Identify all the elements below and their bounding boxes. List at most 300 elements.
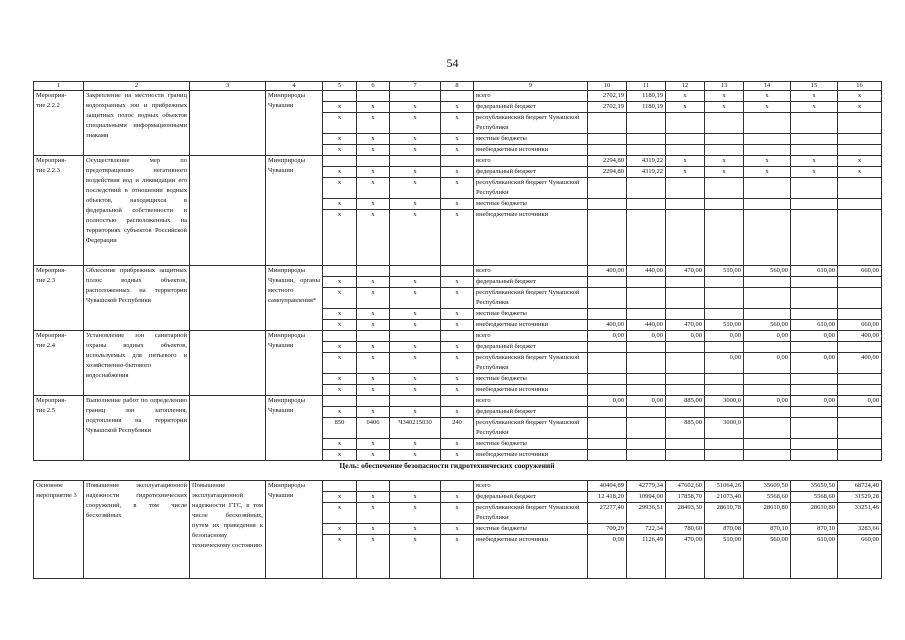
funding-value [588,385,627,396]
funding-value: x [838,167,882,178]
funding-value: x [666,102,705,113]
column-number: 10 [588,82,627,91]
funding-value: 885,00 [666,418,705,439]
budget-code-target: x [390,450,441,461]
goal-heading: Цель: обеспечение безопасности гидротехнических сооружений [339,461,555,470]
budget-code-expense: x [441,167,474,178]
budget-code-target: x [390,320,441,331]
budget-code-target: x [390,113,441,134]
budget-code-section: x [357,535,390,579]
budget-code-section: x [357,374,390,385]
funding-value [627,418,666,439]
funding-value: 400,00 [588,320,627,331]
funding-value [666,178,705,199]
funding-value: 28610,80 [791,503,838,524]
funding-value [666,309,705,320]
column-number: 6 [357,82,390,91]
funding-value: x [744,156,791,167]
funding-value: x [744,91,791,102]
budget-code-target [390,481,441,492]
budget-code-expense: x [441,342,474,353]
funding-value: x [705,156,744,167]
budget-code-admin: x [323,134,357,145]
funding-value [627,342,666,353]
funding-value [838,288,882,309]
funding-value: 510,00 [705,266,744,277]
funding-source: местные бюджеты [474,524,588,535]
budget-code-admin: x [323,320,357,331]
funding-value: 660,00 [838,320,882,331]
budget-code-expense: x [441,320,474,331]
funding-value: x [838,102,882,113]
budget-code-expense: 240 [441,418,474,439]
funding-value [744,418,791,439]
event-name: Выполнение работ по определению границ зон затопления, подтопления на территории Чувашской Республики [84,396,190,461]
funding-source: республиканский бюджет Чувашской Республики [474,178,588,199]
funding-value: 17858,70 [666,492,705,503]
funding-source: местные бюджеты [474,134,588,145]
table-row [34,396,882,407]
budget-code-section: x [357,145,390,156]
funding-value: 12 418,20 [588,492,627,503]
budget-code-admin [323,156,357,167]
budget-code-target [390,331,441,342]
funding-value [705,199,744,210]
funding-value: 68724,40 [838,481,882,492]
funding-value: 3283,66 [838,524,882,535]
funding-value: 660,00 [838,535,882,579]
funding-value [627,178,666,199]
funding-value: 610,00 [791,320,838,331]
funding-value [666,277,705,288]
budget-code-target: x [390,385,441,396]
funding-value [666,374,705,385]
funding-value: 5568,60 [791,492,838,503]
table-row [34,156,882,167]
funding-value [627,353,666,374]
funding-value [744,342,791,353]
event-code: Мероприя- тие 2.2.2 [34,91,84,156]
budget-code-admin: x [323,385,357,396]
funding-source: федеральный бюджет [474,167,588,178]
budget-code-section: x [357,199,390,210]
budget-code-expense: x [441,199,474,210]
budget-code-section: x [357,320,390,331]
budget-code-section: 0406 [357,418,390,439]
funding-value [666,113,705,134]
funding-value [666,210,705,266]
funding-value: x [666,156,705,167]
budget-code-section [357,481,390,492]
budget-code-section [357,266,390,277]
funding-value [627,439,666,450]
funding-value: 42779,34 [627,481,666,492]
budget-code-expense: x [441,309,474,320]
budget-code-target: x [390,210,441,266]
budget-code-section: x [357,503,390,524]
funding-value [705,309,744,320]
budget-code-admin: x [323,439,357,450]
budget-code-admin [323,266,357,277]
funding-value: 2702,19 [588,91,627,102]
funding-value [838,385,882,396]
funding-value: 400,00 [588,266,627,277]
funding-value: 35659,50 [791,481,838,492]
funding-value: 4319,22 [627,167,666,178]
event-code: Основное мероприятие 3 [34,481,84,579]
budget-code-target: x [390,178,441,199]
event-name: Осуществление мер по предотвращению негативного воздействия вод и ликвидации его последствий в отношении водных объектов, находящихся в федеральной собственности и полностью расположенных на территориях субъектов Российской Федерации [84,156,190,266]
funding-value [838,178,882,199]
funding-value [666,199,705,210]
column-number: 12 [666,82,705,91]
funding-value [705,145,744,156]
funding-value: 560,00 [744,266,791,277]
budget-code-admin: x [323,374,357,385]
event-executor: Минприроды Чувашии [266,481,323,579]
funding-source: всего [474,156,588,167]
funding-value [705,374,744,385]
budget-code-section: x [357,167,390,178]
funding-value: x [791,102,838,113]
funding-value: 3000,0 [705,396,744,407]
funding-value [705,288,744,309]
budget-code-expense: x [441,145,474,156]
funding-value [791,134,838,145]
event-code: Мероприя- тие 2.3 [34,266,84,331]
funding-value [588,407,627,418]
budget-code-section: x [357,210,390,266]
budget-code-admin: 850 [323,418,357,439]
budget-code-expense: x [441,503,474,524]
funding-value [705,210,744,266]
funding-source: республиканский бюджет Чувашской Республики [474,353,588,374]
funding-value: 400,00 [838,331,882,342]
budget-code-admin: x [323,288,357,309]
budget-code-expense [441,331,474,342]
event-goal [190,156,266,266]
budget-code-target: x [390,492,441,503]
event-name: Повышение эксплуатационной надежности гидротехнических сооружений, в том числе бесхозяйных [84,481,190,579]
funding-value: 0,00 [588,535,627,579]
funding-value [666,353,705,374]
funding-value [666,385,705,396]
funding-value: 560,00 [744,320,791,331]
budget-code-admin [323,331,357,342]
funding-value [588,277,627,288]
column-number: 16 [838,82,882,91]
funding-value: 0,00 [705,353,744,374]
budget-code-expense [441,481,474,492]
funding-value [705,342,744,353]
funding-value [705,277,744,288]
funding-value: x [744,102,791,113]
budget-code-admin: x [323,277,357,288]
funding-value [744,113,791,134]
funding-value [791,450,838,461]
budget-code-expense: x [441,450,474,461]
funding-value [588,210,627,266]
budget-code-target: x [390,524,441,535]
funding-value: 10994,00 [627,492,666,503]
funding-source: федеральный бюджет [474,492,588,503]
funding-source: местные бюджеты [474,309,588,320]
budget-code-target: x [390,102,441,113]
funding-value [744,134,791,145]
funding-value [744,385,791,396]
funding-source: местные бюджеты [474,439,588,450]
program-events-table [33,81,882,461]
budget-code-admin: x [323,178,357,199]
event-executor: Минприроды Чувашии [266,156,323,266]
funding-value [791,374,838,385]
budget-code-section: x [357,492,390,503]
event-goal [190,266,266,331]
budget-code-expense [441,396,474,407]
budget-code-target: x [390,145,441,156]
funding-value: x [666,91,705,102]
funding-value [705,134,744,145]
budget-code-target: x [390,167,441,178]
budget-code-expense: x [441,535,474,579]
funding-value [705,178,744,199]
funding-value [588,134,627,145]
budget-code-admin [323,91,357,102]
funding-value [744,450,791,461]
funding-value [666,407,705,418]
funding-value: x [705,91,744,102]
event-name: Облесение прибрежных защитных полос водных объектов, расположенных на территории Чувашской Республики [84,266,190,331]
table-row [34,91,882,102]
funding-value [838,374,882,385]
funding-value [705,439,744,450]
funding-value [588,418,627,439]
funding-value [705,113,744,134]
funding-value: 470,00 [666,320,705,331]
budget-code-admin: x [323,309,357,320]
funding-source: внебюджетные источники [474,535,588,579]
budget-code-admin [323,481,357,492]
budget-code-admin: x [323,353,357,374]
funding-value: x [838,91,882,102]
funding-value [838,407,882,418]
funding-value: x [838,156,882,167]
funding-value [791,407,838,418]
budget-code-target [390,396,441,407]
funding-source: федеральный бюджет [474,277,588,288]
budget-code-target [390,91,441,102]
budget-code-expense [441,91,474,102]
funding-value: 610,00 [791,266,838,277]
funding-value: 0,00 [588,331,627,342]
funding-source: местные бюджеты [474,199,588,210]
funding-value: 510,00 [705,535,744,579]
event-code: Мероприя- тие 2.2.3 [34,156,84,266]
budget-code-expense: x [441,134,474,145]
column-number: 5 [323,82,357,91]
budget-code-admin: x [323,524,357,535]
event-executor: Минприроды Чувашии [266,91,323,156]
funding-source: внебюджетные источники [474,210,588,266]
funding-value [588,145,627,156]
budget-code-target: x [390,134,441,145]
funding-value [666,342,705,353]
funding-value [588,439,627,450]
funding-source: всего [474,331,588,342]
budget-code-admin [323,396,357,407]
funding-value [791,145,838,156]
funding-value [791,210,838,266]
budget-code-expense: x [441,178,474,199]
funding-value: 870,10 [791,524,838,535]
budget-code-target: x [390,309,441,320]
funding-value [627,374,666,385]
funding-value [791,385,838,396]
budget-code-expense: x [441,210,474,266]
column-number-row [34,82,882,91]
funding-value [744,145,791,156]
funding-value: 33251,46 [838,503,882,524]
column-number: 1 [34,82,84,91]
funding-source: местные бюджеты [474,374,588,385]
funding-value [838,277,882,288]
funding-value: 870,10 [744,524,791,535]
table-row [34,331,882,342]
funding-value: 440,00 [627,266,666,277]
budget-code-admin: x [323,102,357,113]
column-number: 8 [441,82,474,91]
budget-code-expense: x [441,113,474,134]
funding-source: внебюджетные источники [474,320,588,331]
event-name: Установление зон санитарной охраны водных объектов, используемых для питьевого и хозяйственно-бытового водоснабжения [84,331,190,396]
budget-code-section: x [357,407,390,418]
funding-source: всего [474,481,588,492]
budget-code-admin: x [323,342,357,353]
budget-code-target: x [390,288,441,309]
budget-code-target: x [390,535,441,579]
funding-value [744,439,791,450]
budget-code-section: x [357,353,390,374]
funding-value: 0,00 [705,331,744,342]
funding-value [627,199,666,210]
funding-value [627,210,666,266]
funding-source: всего [474,396,588,407]
budget-code-section: x [357,439,390,450]
event-goal [190,396,266,461]
funding-value [744,178,791,199]
budget-code-section: x [357,288,390,309]
budget-code-expense: x [441,407,474,418]
funding-value: 660,00 [838,266,882,277]
funding-value [791,277,838,288]
funding-value [705,407,744,418]
funding-value: 870,08 [705,524,744,535]
funding-value [588,309,627,320]
funding-value [627,450,666,461]
funding-value [744,199,791,210]
budget-code-section: x [357,134,390,145]
funding-value [791,439,838,450]
budget-code-section: x [357,524,390,535]
funding-value [838,418,882,439]
funding-value: 610,00 [791,535,838,579]
funding-value [744,374,791,385]
funding-value: 709,29 [588,524,627,535]
budget-code-expense: x [441,439,474,450]
funding-value [744,309,791,320]
column-number: 9 [474,82,588,91]
funding-value: x [666,167,705,178]
funding-value: 0,00 [588,396,627,407]
event-goal: Повышение эксплуатационной надежности ГТС, в том числе бесхозяйных, путем их приведения к безопасному техническому состоянию [190,481,266,579]
funding-value [588,288,627,309]
budget-code-expense [441,266,474,277]
budget-code-target: x [390,503,441,524]
funding-value [838,145,882,156]
funding-value [627,309,666,320]
funding-value [588,342,627,353]
funding-value [744,407,791,418]
main-event-table [33,480,882,579]
funding-value: 560,00 [744,535,791,579]
budget-code-section [357,156,390,167]
budget-code-section: x [357,178,390,199]
funding-source: федеральный бюджет [474,342,588,353]
column-number: 3 [190,82,266,91]
funding-value: 885,00 [666,396,705,407]
funding-value [838,342,882,353]
event-executor: Минприроды Чувашии, органы местного самоуправления* [266,266,323,331]
budget-code-section: x [357,113,390,134]
budget-code-section: x [357,385,390,396]
funding-value: 400,00 [838,353,882,374]
funding-value: x [791,156,838,167]
budget-code-expense: x [441,288,474,309]
budget-code-target: x [390,342,441,353]
budget-code-expense: x [441,102,474,113]
budget-code-expense: x [441,492,474,503]
funding-source: республиканский бюджет Чувашской Республики [474,113,588,134]
funding-source: внебюджетные источники [474,145,588,156]
funding-value [791,342,838,353]
budget-code-expense: x [441,353,474,374]
event-code: Мероприя- тие 2.5 [34,396,84,461]
funding-source: республиканский бюджет Чувашской Республики [474,288,588,309]
funding-value: 1180,19 [627,91,666,102]
funding-value: 0,00 [791,331,838,342]
funding-value [838,450,882,461]
funding-value: 722,34 [627,524,666,535]
budget-code-target: x [390,407,441,418]
budget-code-section: x [357,309,390,320]
budget-code-expense [441,156,474,167]
funding-value: 2294,80 [588,156,627,167]
funding-value [791,113,838,134]
budget-code-admin: x [323,199,357,210]
budget-code-target: x [390,439,441,450]
funding-value [627,113,666,134]
funding-value [588,353,627,374]
column-number: 2 [84,82,190,91]
funding-value [627,385,666,396]
funding-value [627,277,666,288]
funding-value [588,450,627,461]
funding-value: 35609,50 [744,481,791,492]
budget-code-target: x [390,277,441,288]
budget-code-admin: x [323,503,357,524]
funding-value [838,199,882,210]
funding-value: x [791,91,838,102]
